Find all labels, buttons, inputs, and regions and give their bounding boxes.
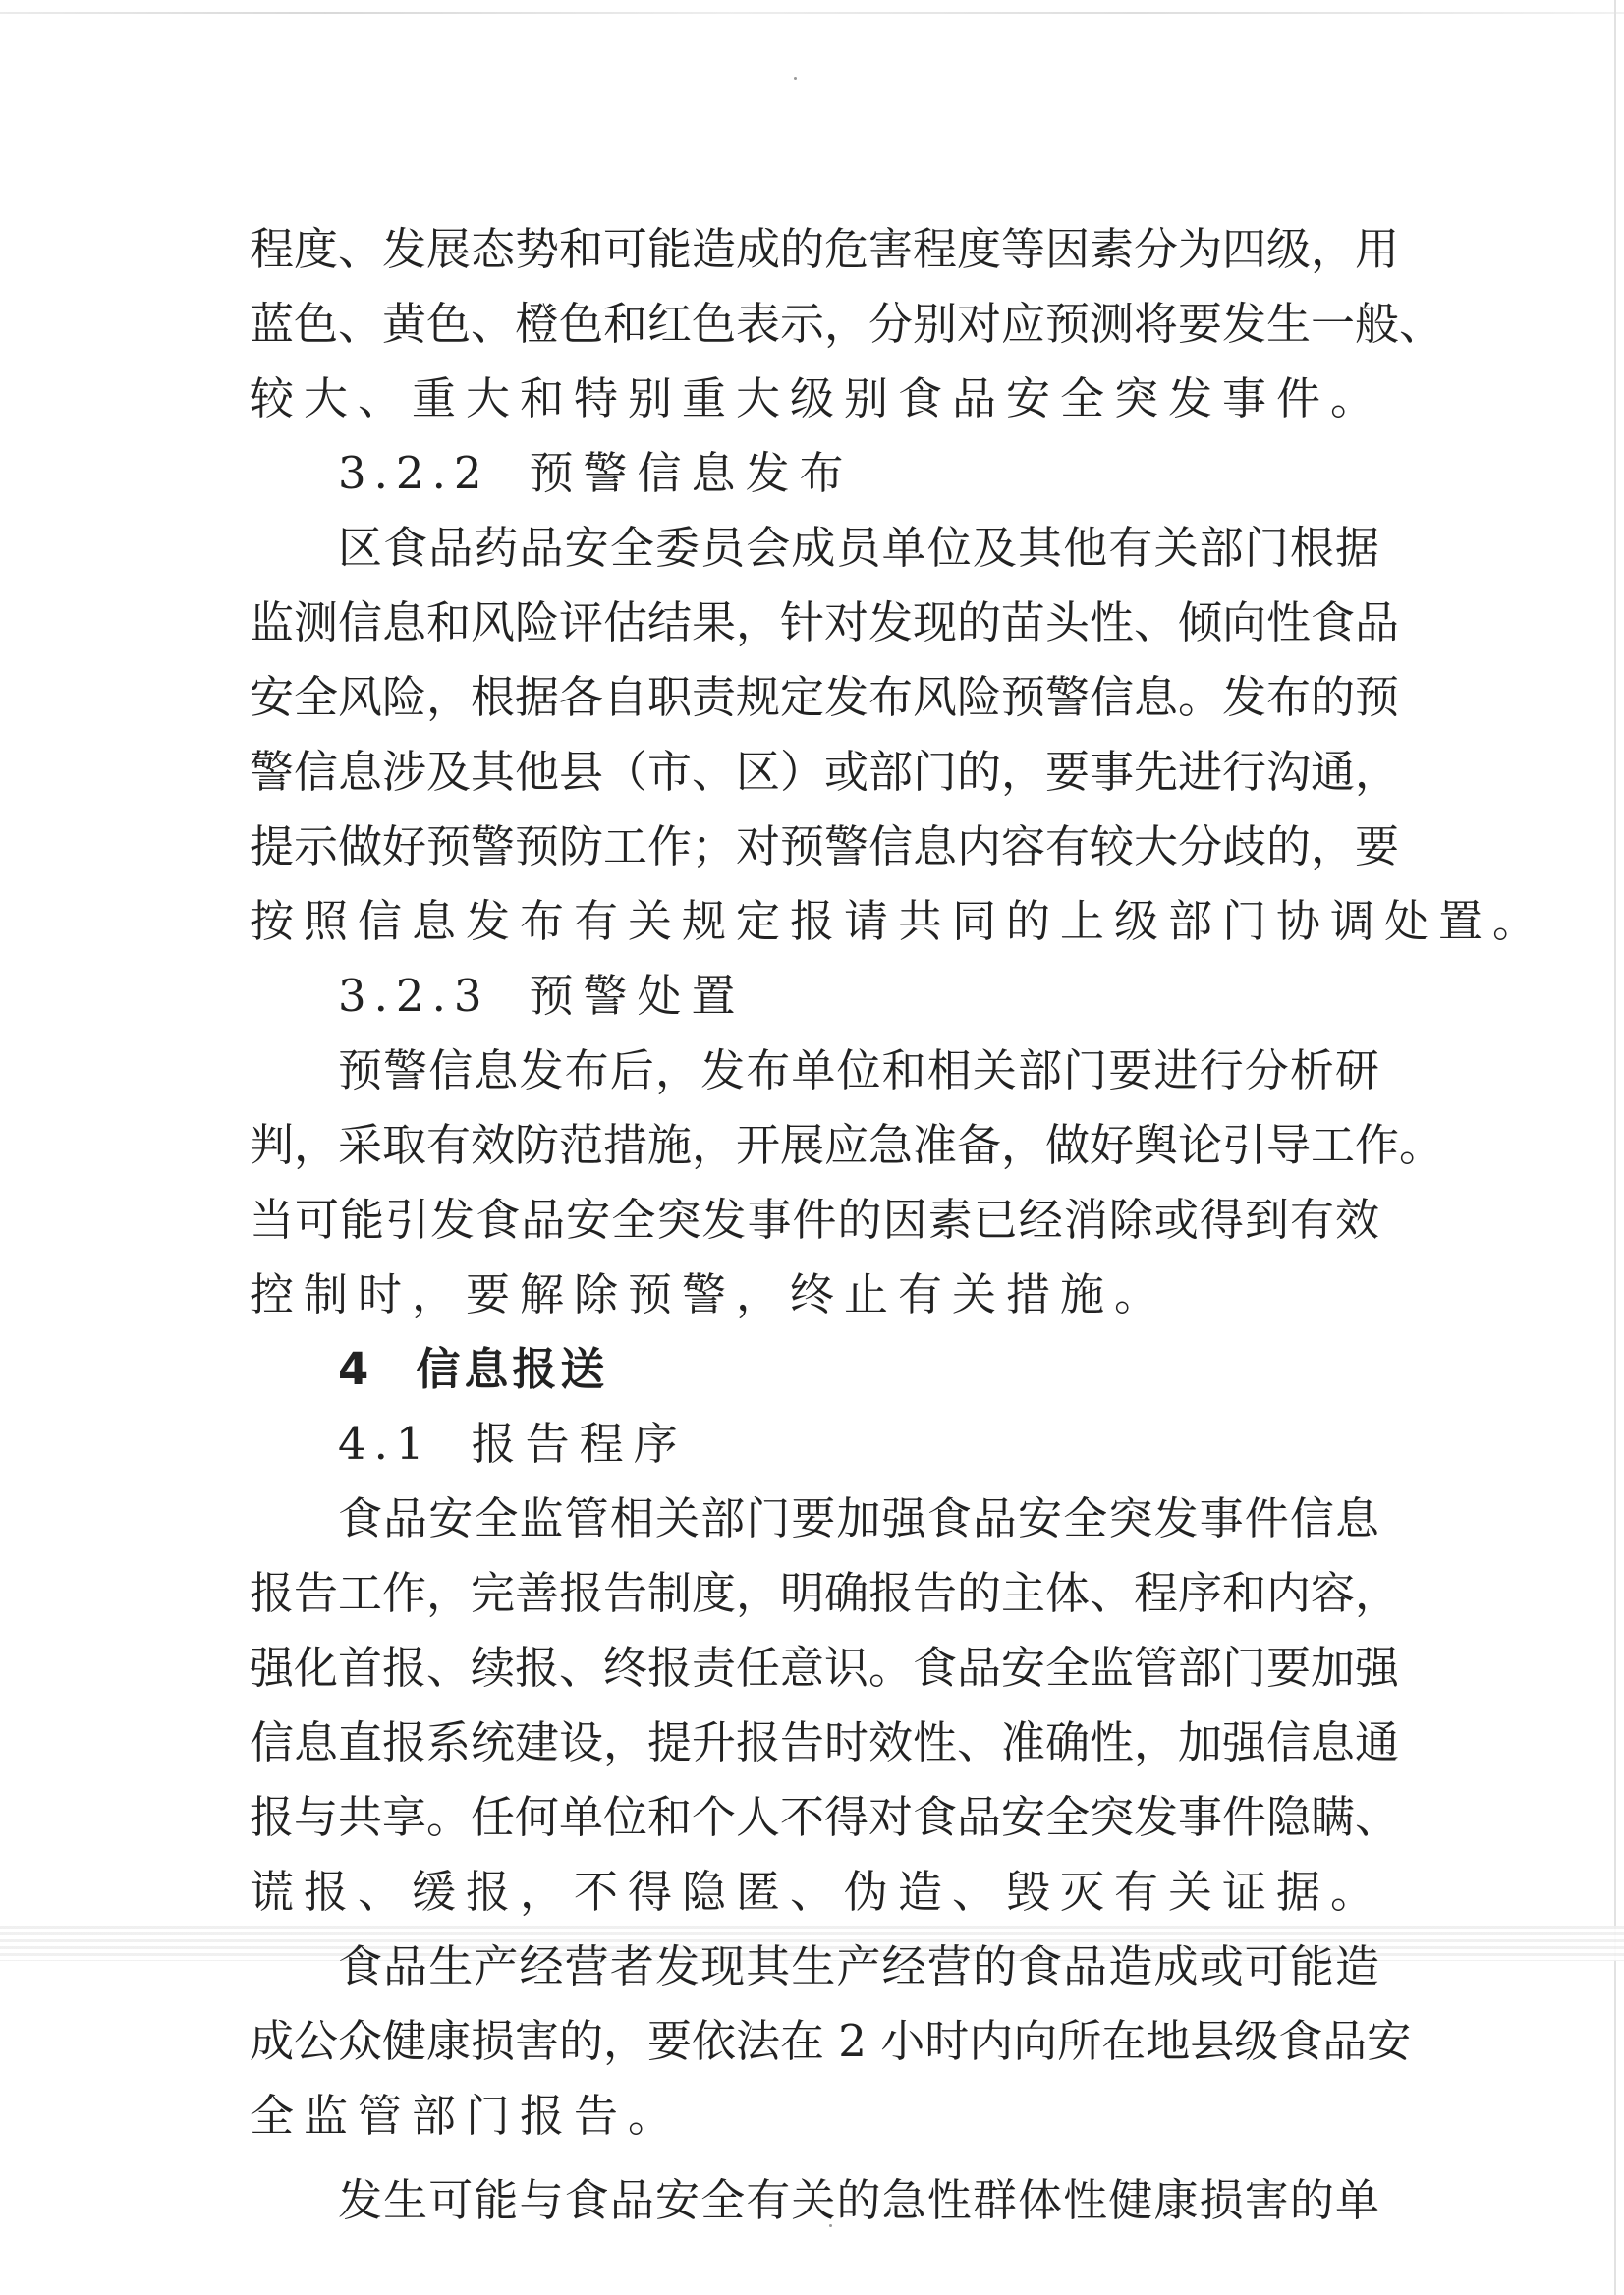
body-line: 谎报、缓报，不得隐匿、伪造、毁灭有关证据。: [250, 1866, 1385, 1918]
body-line: 发生可能与食品安全有关的急性群体性健康损害的单: [338, 2174, 1379, 2226]
body-line: 监测信息和风险评估结果，针对发现的苗头性、倾向性食品: [250, 596, 1400, 648]
section-heading-4-1: [338, 1415, 688, 1474]
body-line: 区食品药品安全委员会成员单位及其他有关部门根据: [338, 522, 1379, 574]
body-line: 成公众健康损害的，要依法在 2 小时内向所在地县级食品安: [250, 2015, 1412, 2067]
section-number: 3.2.2: [338, 447, 490, 499]
body-line: 当可能引发食品安全突发事件的因素已经消除或得到有效: [250, 1194, 1379, 1246]
body-line: 蓝色、黄色、橙色和红色表示，分别对应预测将要发生一般、: [250, 298, 1444, 350]
body-line: 食品安全监管相关部门要加强食品安全突发事件信息: [338, 1492, 1379, 1544]
section-title: 预警信息发布: [529, 447, 854, 499]
scan-edge-top: [0, 12, 1624, 14]
body-line: 食品生产经营者发现其生产经营的食品造成或可能造: [338, 1940, 1379, 1992]
body-line: 预警信息发布后，发布单位和相关部门要进行分析研: [338, 1044, 1379, 1096]
section-title: 预警处置: [529, 970, 746, 1022]
body-line: 提示做好预警预防工作；对预警信息内容有较大分歧的，要: [250, 820, 1400, 872]
body-line: 判，采取有效防范措施，开展应急准备，做好舆论引导工作。: [250, 1119, 1444, 1171]
chapter-number: 4: [338, 1343, 377, 1395]
section-number: 4.1: [338, 1418, 432, 1470]
body-line: 强化首报、续报、终报责任意识。食品安全监管部门要加强: [250, 1642, 1400, 1694]
body-line: 全监管部门报告。: [250, 2090, 683, 2142]
scan-speck: [794, 77, 797, 80]
section-heading-3-2-2: [338, 444, 854, 503]
body-line: 信息直报系统建设，提升报告时效性、准确性，加强信息通: [250, 1716, 1400, 1768]
body-line: 控制时，要解除预警，终止有关措施。: [250, 1268, 1169, 1320]
body-line: 较大、重大和特别重大级别食品安全突发事件。: [250, 372, 1385, 424]
chapter-heading-4: [338, 1340, 608, 1399]
body-line: 按照信息发布有关规定报请共同的上级部门协调处置。: [250, 895, 1547, 947]
chapter-title: 信息报送: [416, 1343, 609, 1395]
body-line: 程度、发展态势和可能造成的危害程度等因素分为四级，用: [250, 223, 1400, 275]
body-line: 报告工作，完善报告制度，明确报告的主体、程序和内容，: [250, 1567, 1400, 1619]
section-heading-3-2-3: [338, 967, 746, 1026]
body-line: 安全风险，根据各自职责规定发布风险预警信息。发布的预: [250, 671, 1400, 723]
body-line: 警信息涉及其他县（市、区）或部门的，要事先进行沟通，: [250, 746, 1400, 798]
section-title: 报告程序: [471, 1418, 688, 1470]
body-line: 报与共享。任何单位和个人不得对食品安全突发事件隐瞒、: [250, 1791, 1400, 1843]
section-number: 3.2.3: [338, 970, 490, 1022]
